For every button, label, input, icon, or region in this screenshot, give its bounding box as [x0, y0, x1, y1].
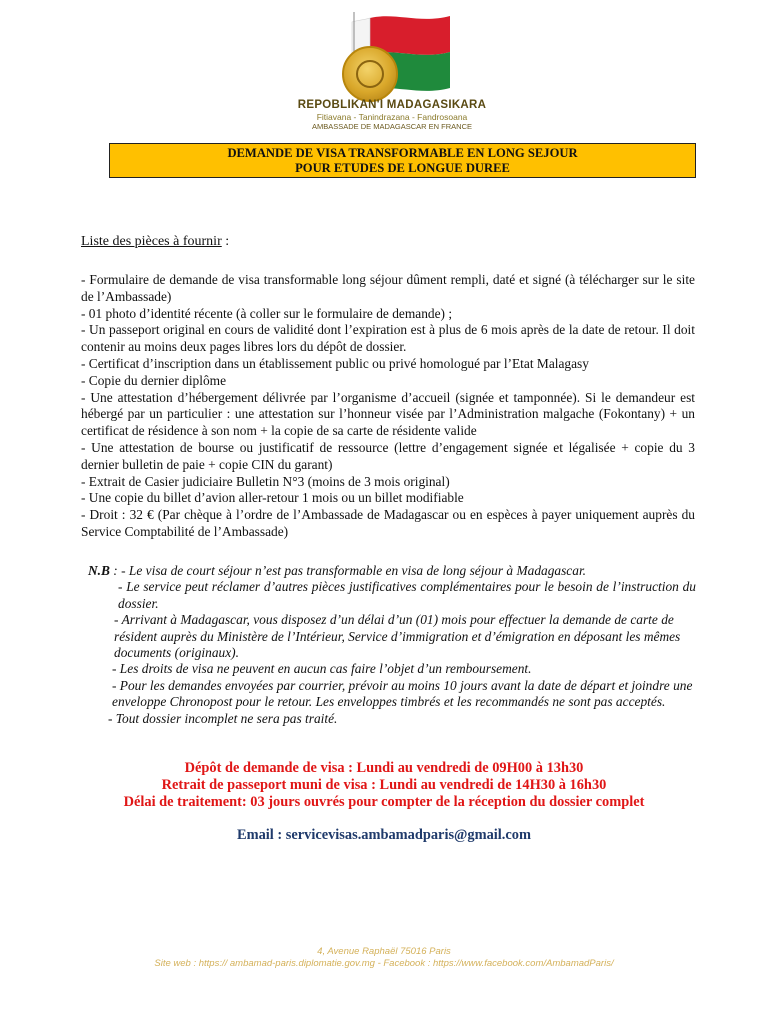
footer-address: 4, Avenue Raphaël 75016 Paris: [317, 946, 451, 957]
list-item: - Copie du dernier diplôme: [81, 372, 227, 388]
nb-first-text: : - Le visa de court séjour n’est pas transformable en visa de long séjour à Madagascar.: [109, 563, 587, 578]
processing-time: Délai de traitement: 03 jours ouvrés pour compter de la réception du dossier complet: [123, 794, 645, 810]
list-item: - Une attestation d’hébergement délivrée par l’organisme d’accueil (signée et tamponnée). Si le demandeur est hébergé par un particulier : une attestation sur l’honneur visée par l’Administration malgache (Fokontany) + un certificat de résidence à son nom + la copie de sa carte de résidente valide: [81, 389, 695, 439]
title-line-1: DEMANDE DE VISA TRANSFORMABLE EN LONG SEJOUR: [227, 146, 578, 160]
list-item: - Une attestation de bourse ou justificatif de ressource (lettre d’engagement signée et légalisée + copie du 3 dernier bulletin de paie + copie CIN du garant): [81, 439, 695, 472]
country-name: REPOBLIKAN'I MADAGASIKARA: [297, 99, 487, 111]
note-item: - Pour les demandes envoyées par courrier, prévoir au moins 10 jours avant la date de départ et joindre une enveloppe Chronopost pour le retour. Les enveloppes timbrés et les recommandés ne sont pas acceptés.: [112, 677, 693, 710]
document-title: [109, 143, 696, 178]
note-first: [88, 563, 696, 579]
note-item: - Le service peut réclamer d’autres pièces justificatives complémentaires pour le besoin de l’instruction du dossier.: [118, 579, 696, 611]
list-item: - 01 photo d’identité récente (à coller sur le formulaire de demande) ;: [81, 305, 453, 321]
list-item: - Formulaire de demande de visa transformable long séjour dûment rempli, daté et signé (à télécharger sur le site de l’Ambassade): [81, 272, 695, 304]
required-documents-list: [81, 272, 695, 541]
nb-label: N.B: [88, 563, 110, 578]
pickup-hours: Retrait de passeport muni de visa : Lundi au vendredi de 14H30 à 16h30: [161, 777, 607, 793]
list-item: - Une copie du billet d’avion aller-retour 1 mois ou un billet modifiable: [81, 490, 464, 506]
footer-links[interactable]: Site web : https:// ambamad-paris.diplomatie.gov.mg - Facebook : https://www.facebook.com/AmbamadParis/: [154, 958, 614, 969]
list-heading: [81, 234, 229, 250]
list-item: - Droit : 32 € (Par chèque à l’ordre de l’Ambassade de Madagascar ou en espèces à payer uniquement auprès du Service Comptabilité de l’Ambassade): [81, 507, 695, 539]
list-item: - Extrait de Casier judiciaire Bulletin N°3 (moins de 3 mois original): [81, 473, 450, 489]
list-heading-text: Liste des pièces à fournir: [81, 234, 222, 249]
embassy-letterhead: [270, 8, 510, 138]
list-heading-suffix: :: [221, 234, 230, 249]
list-item: - Un passeport original en cours de validité dont l’expiration est à plus de 6 mois après de la date de retour. Il doit contenir au moins deux pages libres lors du dépôt de dossier.: [81, 322, 695, 355]
national-seal-icon: [342, 46, 398, 102]
embassy-name: AMBASSADE DE MADAGASCAR EN FRANCE: [311, 122, 473, 131]
note-item: - Arrivant à Madagascar, vous disposez d’un délai d’un (01) mois pour effectuer la demande de carte de résident auprès du Ministère de l’Intérieur, Service d’immigration et d’émigration en déposant les mêmes documents (originaux).: [114, 612, 681, 661]
country-motto: Fitiavana - Tanindrazana - Fandrosoana: [316, 112, 468, 122]
title-line-2: POUR ETUDES DE LONGUE DUREE: [295, 161, 510, 175]
note-item: - Tout dossier incomplet ne sera pas traité.: [108, 710, 338, 726]
notes-section: [88, 563, 696, 727]
deposit-hours: Dépôt de demande de visa : Lundi au vendredi de 09H00 à 13h30: [184, 760, 584, 776]
list-item: - Certificat d’inscription dans un établissement public ou privé homologué par l’Etat Malagasy: [81, 355, 589, 371]
contact-email[interactable]: Email : servicevisas.ambamadparis@gmail.com: [237, 827, 531, 843]
note-item: - Les droits de visa ne peuvent en aucun cas faire l’objet d’un remboursement.: [112, 661, 532, 677]
